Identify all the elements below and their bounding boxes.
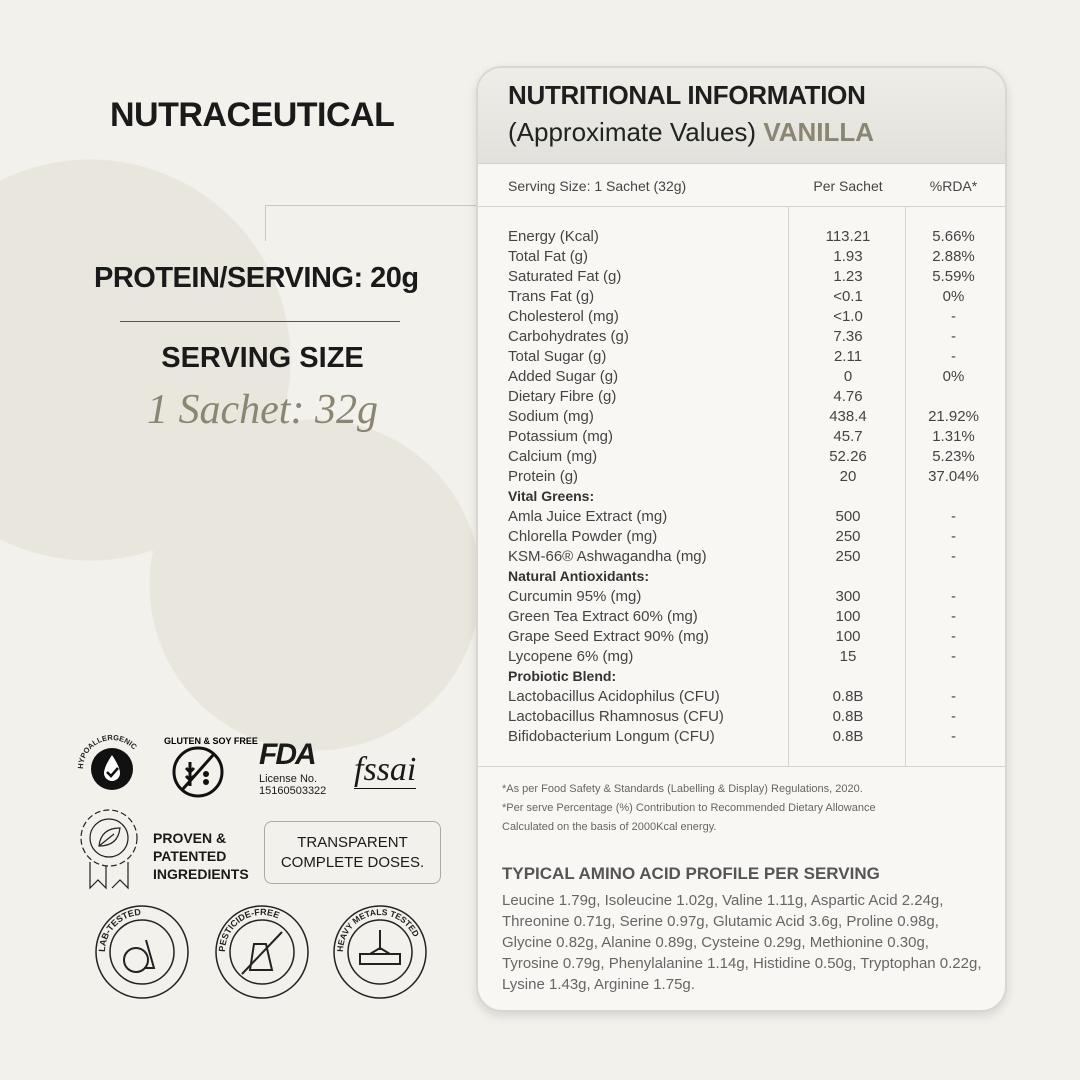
flavor: VANILLA — [763, 117, 875, 147]
nutrient-row — [508, 388, 1003, 408]
fda-license-number: 15160503322 — [259, 785, 327, 797]
nutrient-name: Natural Antioxidants: — [508, 568, 650, 584]
nutrient-name: Saturated Fat (g) — [508, 268, 622, 285]
per-sachet-header: Per Sachet — [813, 178, 883, 194]
per-sachet-value: <1.0 — [833, 308, 863, 325]
lab-tested-text: LAB-TESTED — [96, 906, 142, 953]
nutrient-name: Lactobacillus Rhamnosus (CFU) — [508, 708, 724, 725]
nutrient-row — [508, 288, 1003, 308]
divider — [478, 766, 1005, 767]
nutrient-name: Green Tea Extract 60% (mg) — [508, 608, 698, 625]
per-sachet-value: 250 — [835, 528, 861, 545]
nutrient-row — [508, 228, 1003, 248]
per-sachet-value: 0.8B — [832, 728, 864, 745]
rda-value: 1.31% — [932, 428, 975, 445]
serving-size-value: 1 Sachet: 32g — [147, 387, 378, 433]
amino-acid-title: TYPICAL AMINO ACID PROFILE PER SERVING — [502, 864, 880, 883]
nutrient-row — [508, 328, 1003, 348]
nutrient-row — [508, 728, 1003, 748]
footnote: *Per serve Percentage (%) Contribution to Recommended Dietary Allowance — [502, 802, 876, 814]
rda-value: 37.04% — [928, 468, 979, 485]
nutrient-row — [508, 648, 1003, 668]
per-sachet-value: 438.4 — [829, 408, 867, 425]
nutrient-name: Dietary Fibre (g) — [508, 388, 617, 405]
approx-values: (Approximate Values) — [508, 117, 757, 147]
per-sachet-value: 500 — [835, 508, 861, 525]
nutrient-name: Added Sugar (g) — [508, 368, 619, 385]
rda-value: - — [951, 508, 956, 525]
nutrient-row — [508, 568, 1003, 588]
connector-tick — [265, 205, 266, 241]
gluten-soy-free-text: GLUTEN & SOY FREE — [164, 736, 258, 746]
nutrient-row — [508, 448, 1003, 468]
svg-text:HEAVY METALS TESTED — [335, 907, 421, 952]
heavy-metals-tested-text: HEAVY METALS TESTED — [334, 906, 422, 953]
nutrient-name: Lycopene 6% (mg) — [508, 648, 634, 665]
nutrient-name: Lactobacillus Acidophilus (CFU) — [508, 688, 720, 705]
nutrient-row — [508, 308, 1003, 328]
fda-badge — [259, 738, 327, 797]
footnote: *As per Food Safety & Standards (Labelling & Display) Regulations, 2020. — [502, 783, 863, 795]
fda-logo: FDA — [259, 738, 315, 771]
nutrient-name: Potassium (mg) — [508, 428, 614, 445]
rda-value: 0% — [942, 368, 965, 385]
nutrient-row — [508, 348, 1003, 368]
per-sachet-value: 45.7 — [833, 428, 863, 445]
nutrient-name: KSM-66® Ashwagandha (mg) — [508, 548, 707, 565]
rda-value: 5.59% — [932, 268, 975, 285]
svg-text:PESTICIDE-FREE — [217, 907, 281, 952]
heavy-metals-tested-badge — [332, 904, 428, 1000]
serving-size-label: SERVING SIZE — [161, 342, 364, 374]
nutrient-name: Bifidobacterium Longum (CFU) — [508, 728, 715, 745]
card-title: NUTRITIONAL INFORMATION — [508, 80, 866, 110]
rda-value: - — [951, 548, 956, 565]
nutrient-row — [508, 628, 1003, 648]
lab-tested-badge — [94, 904, 190, 1000]
nutrient-name: Trans Fat (g) — [508, 288, 595, 305]
brand-name: NUTRACEUTICAL — [110, 96, 395, 134]
per-sachet-value: 4.76 — [833, 388, 863, 405]
per-sachet-value: 100 — [835, 608, 861, 625]
per-sachet-value: 0.8B — [832, 708, 864, 725]
nutrient-row — [508, 548, 1003, 568]
footnote: Calculated on the basis of 2000Kcal energy. — [502, 821, 717, 833]
rda-value: - — [951, 328, 956, 345]
nutrient-name: Protein (g) — [508, 468, 579, 485]
nutrient-row — [508, 708, 1003, 728]
rda-header: %RDA* — [929, 178, 978, 194]
nutrient-row — [508, 508, 1003, 528]
rda-value: - — [951, 608, 956, 625]
nutrient-name: Curcumin 95% (mg) — [508, 588, 642, 605]
nutrient-name: Calcium (mg) — [508, 448, 598, 465]
protein-per-serving: PROTEIN/SERVING: 20g — [94, 262, 419, 294]
nutrient-row — [508, 588, 1003, 608]
rda-value: - — [951, 688, 956, 705]
per-sachet-value: 113.21 — [825, 228, 871, 245]
rda-value: - — [951, 588, 956, 605]
per-sachet-value: 15 — [839, 648, 857, 665]
rda-value: 5.66% — [932, 228, 975, 245]
rda-value: 2.88% — [932, 248, 975, 265]
nutrient-name: Probiotic Blend: — [508, 668, 617, 684]
serving-size-header: Serving Size: 1 Sachet (32g) — [508, 178, 687, 194]
per-sachet-value: 7.36 — [833, 328, 863, 345]
nutrient-name: Amla Juice Extract (mg) — [508, 508, 668, 525]
rda-value: 5.23% — [932, 448, 975, 465]
amino-acid-profile: Leucine 1.79g, Isoleucine 1.02g, Valine 1.11g, Aspartic Acid 2.24g, Threonine 0.71g, Serine 0.97g, Glutamic Acid 3.6g, Proline 0.98g, Glycine 0.82g, Alanine 0.89g, Cysteine 0.29g, Methionine 0.30g, Tyrosine 0.79g, Phenylalanine 1.14g, Histidine 0.50g, Tryptophan 0.22g, Lysine 1.43g, Arginine 1.75g. — [502, 892, 982, 993]
nutrient-row — [508, 528, 1003, 548]
hypoallergenic-text: HYPOALLERGENIC — [76, 733, 139, 770]
per-sachet-value: 20 — [839, 468, 857, 485]
nutrient-name: Total Sugar (g) — [508, 348, 607, 365]
per-sachet-value: 0 — [843, 368, 853, 385]
pesticide-free-badge — [214, 904, 310, 1000]
nutrient-row — [508, 668, 1003, 688]
nutrient-name: Energy (Kcal) — [508, 228, 599, 245]
nutrient-row — [508, 368, 1003, 388]
rda-value: - — [951, 708, 956, 725]
rda-value: - — [951, 348, 956, 365]
per-sachet-value: 52.26 — [829, 448, 867, 465]
card-subtitle — [508, 117, 1005, 148]
nutrient-row — [508, 468, 1003, 488]
rda-value: - — [951, 728, 956, 745]
nutrient-row — [508, 608, 1003, 628]
gluten-soy-free-badge — [160, 732, 258, 802]
divider — [120, 321, 400, 322]
per-sachet-value: 1.23 — [833, 268, 863, 285]
hypoallergenic-badge — [76, 733, 148, 805]
divider — [478, 206, 1005, 207]
per-sachet-value: <0.1 — [833, 288, 863, 305]
nutrient-name: Grape Seed Extract 90% (mg) — [508, 628, 709, 645]
nutrient-name: Vital Greens: — [508, 488, 595, 504]
fda-license-label: License No. — [259, 773, 318, 785]
rda-value: 0% — [942, 288, 965, 305]
proven-ingredients-icon — [76, 804, 142, 890]
nutrient-row — [508, 408, 1003, 428]
rda-value: - — [951, 308, 956, 325]
nutrient-row — [508, 428, 1003, 448]
card-header — [478, 68, 1005, 164]
nutrient-row — [508, 688, 1003, 708]
proven-ingredients-text: PROVEN & PATENTED INGREDIENTS — [153, 830, 249, 882]
nutrient-name: Total Fat (g) — [508, 248, 589, 265]
per-sachet-value: 100 — [835, 628, 861, 645]
connector-line — [265, 205, 477, 206]
rda-value: - — [951, 648, 956, 665]
rda-value: - — [951, 628, 956, 645]
per-sachet-value: 1.93 — [833, 248, 863, 265]
rda-value: 21.92% — [928, 408, 979, 425]
nutrition-card — [476, 66, 1007, 1012]
per-sachet-value: 250 — [835, 548, 861, 565]
nutrient-name: Carbohydrates (g) — [508, 328, 629, 345]
rda-value: - — [951, 528, 956, 545]
pesticide-free-text: PESTICIDE-FREE — [216, 906, 281, 953]
fssai-logo: fssai — [354, 751, 417, 788]
nutrient-row — [508, 248, 1003, 268]
nutrient-name: Sodium (mg) — [508, 408, 594, 425]
nutrient-row — [508, 488, 1003, 508]
per-sachet-value: 0.8B — [832, 688, 864, 705]
transparent-doses-box: TRANSPARENT COMPLETE DOSES. — [264, 821, 441, 884]
nutrient-name: Cholesterol (mg) — [508, 308, 619, 325]
nutrient-name: Chlorella Powder (mg) — [508, 528, 658, 545]
nutrient-row — [508, 268, 1003, 288]
per-sachet-value: 2.11 — [833, 348, 863, 365]
per-sachet-value: 300 — [835, 588, 861, 605]
